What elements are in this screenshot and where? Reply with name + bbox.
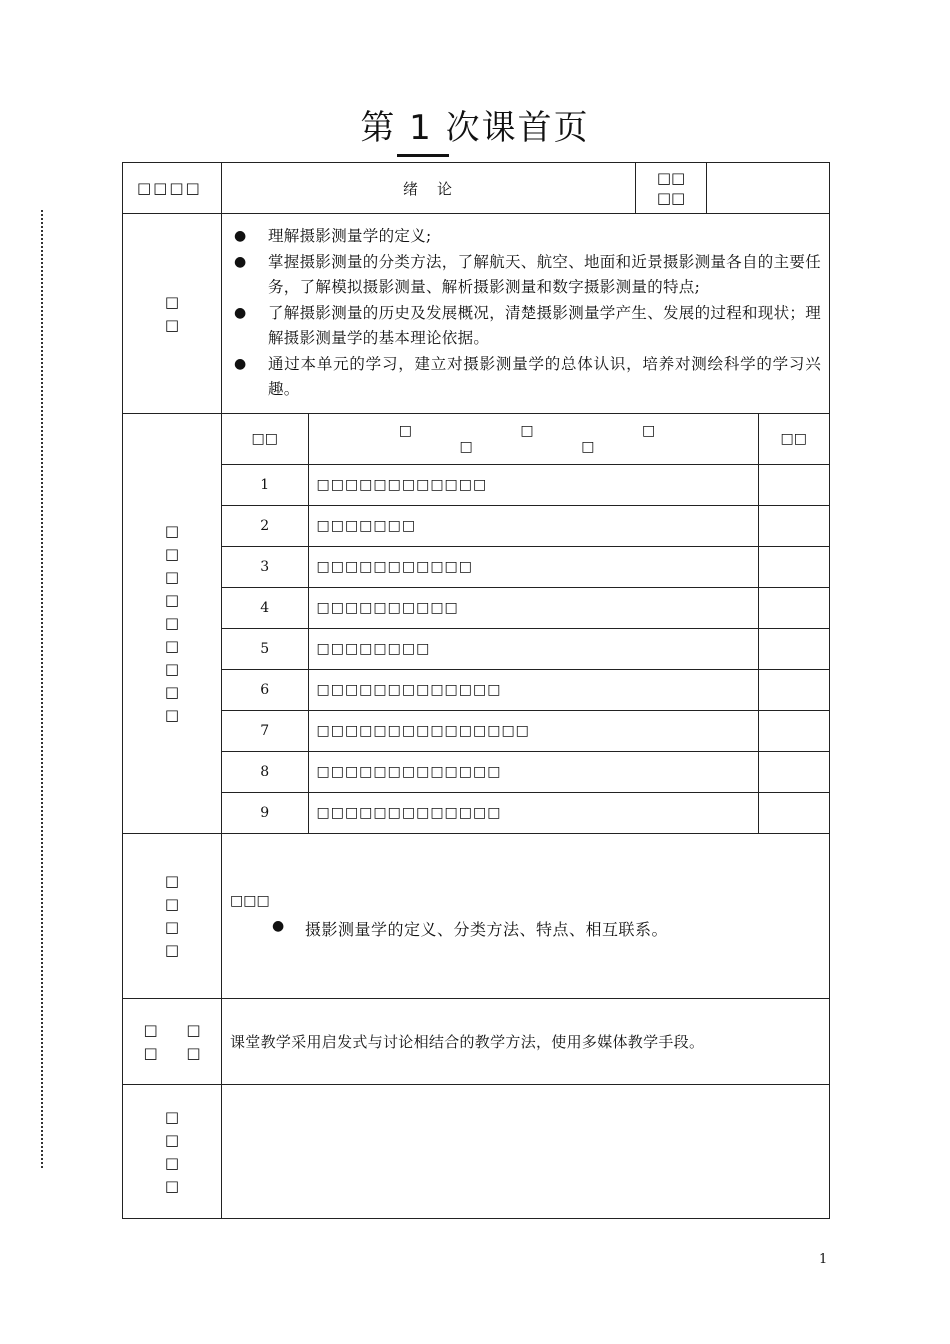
row-remark bbox=[758, 670, 829, 711]
row-remark bbox=[758, 752, 829, 793]
content-label-char: □ bbox=[164, 522, 180, 540]
content-table-row bbox=[222, 465, 829, 506]
objectives-cell bbox=[222, 214, 830, 414]
last-section-label-char: □ bbox=[164, 1153, 180, 1172]
row-remark bbox=[758, 711, 829, 752]
method-label-line-2: □ □ bbox=[143, 1043, 213, 1062]
content-table-row bbox=[222, 793, 829, 834]
key-points-label-char: □ bbox=[164, 872, 180, 890]
row-text: □□□□□□□□□□□□□ bbox=[308, 793, 758, 834]
small-label-2: □□ bbox=[656, 189, 686, 207]
objectives-label-char: □ bbox=[164, 315, 180, 334]
header-row bbox=[123, 163, 830, 214]
row-text: □□□□□□□□□□□□□ bbox=[308, 752, 758, 793]
row-remark bbox=[758, 629, 829, 670]
key-points-row bbox=[123, 834, 830, 999]
header-index: □□ bbox=[222, 414, 308, 465]
key-points-label bbox=[123, 834, 222, 999]
row-text: □□□□□□□□□□□□ bbox=[308, 465, 758, 506]
header-value bbox=[707, 163, 830, 214]
row-remark bbox=[758, 588, 829, 629]
header-label: □□□□ bbox=[123, 163, 222, 214]
objectives-row bbox=[123, 214, 830, 414]
page-number: 1 bbox=[819, 1252, 828, 1267]
last-section-label-char: □ bbox=[164, 1107, 180, 1126]
small-label-cell bbox=[636, 163, 707, 214]
row-text: □□□□□□□□□□ bbox=[308, 588, 758, 629]
row-index: 2 bbox=[222, 506, 308, 547]
key-point-item: ● 摄影测量学的定义、分类方法、特点、相互联系。 bbox=[230, 917, 821, 940]
content-table-row bbox=[222, 588, 829, 629]
row-remark bbox=[758, 793, 829, 834]
row-remark bbox=[758, 506, 829, 547]
objective-item: ● 通过本单元的学习，建立对摄影测量学的总体认识，培养对测绘科学的学习兴趣。 bbox=[268, 352, 821, 403]
topic-cell: 绪 论 bbox=[222, 163, 636, 214]
page-title: 第 1 次课首页 bbox=[360, 108, 590, 148]
key-points-label-char: □ bbox=[164, 918, 180, 936]
row-remark bbox=[758, 465, 829, 506]
objectives-list bbox=[222, 220, 829, 407]
key-points-cell bbox=[222, 834, 830, 999]
binding-margin-line bbox=[41, 210, 43, 1168]
row-text: □□□□□□□ bbox=[308, 506, 758, 547]
last-section-label-char: □ bbox=[164, 1130, 180, 1149]
last-section-cell bbox=[222, 1085, 830, 1219]
content-label-char: □ bbox=[164, 545, 180, 563]
row-index: 5 bbox=[222, 629, 308, 670]
method-text: 课堂教学采用启发式与讨论相结合的教学方法，使用多媒体教学手段。 bbox=[222, 999, 830, 1085]
row-text: □□□□□□□□□□□□□ bbox=[308, 670, 758, 711]
row-text: □□□□□□□□□□□ bbox=[308, 547, 758, 588]
row-index: 3 bbox=[222, 547, 308, 588]
key-points-label-char: □ bbox=[164, 941, 180, 959]
content-label-char: □ bbox=[164, 706, 180, 724]
content-label-char: □ bbox=[164, 637, 180, 655]
key-points-label-char: □ bbox=[164, 895, 180, 913]
method-label bbox=[123, 999, 222, 1085]
row-remark bbox=[758, 547, 829, 588]
content-table-row bbox=[222, 547, 829, 588]
content-label-char: □ bbox=[164, 591, 180, 609]
row-text: □□□□□□□□□□□□□□□ bbox=[308, 711, 758, 752]
row-index: 4 bbox=[222, 588, 308, 629]
content-label bbox=[123, 414, 222, 834]
content-table-row bbox=[222, 752, 829, 793]
content-table-header bbox=[222, 414, 829, 465]
objectives-label bbox=[123, 214, 222, 414]
row-index: 8 bbox=[222, 752, 308, 793]
last-row bbox=[123, 1085, 830, 1219]
content-table-row bbox=[222, 670, 829, 711]
content-cell bbox=[222, 414, 830, 834]
method-label-line-1: □ □ bbox=[143, 1020, 213, 1039]
objective-item: ● 理解摄影测量学的定义; bbox=[268, 224, 821, 250]
row-index: 6 bbox=[222, 670, 308, 711]
last-section-label bbox=[123, 1085, 222, 1219]
key-points-sub-label: □□□ bbox=[230, 892, 270, 909]
small-label-1: □□ bbox=[656, 169, 686, 187]
row-index: 9 bbox=[222, 793, 308, 834]
objective-item: ● 掌握摄影测量的分类方法，了解航天、航空、地面和近景摄影测量各自的主要任务，了解模拟摄影测量、解析摄影测量和数字摄影测量的特点; bbox=[268, 250, 821, 301]
method-row bbox=[123, 999, 830, 1085]
content-label-char: □ bbox=[164, 683, 180, 701]
row-text: □□□□□□□□ bbox=[308, 629, 758, 670]
content-table-row bbox=[222, 629, 829, 670]
content-row bbox=[123, 414, 830, 834]
row-index: 7 bbox=[222, 711, 308, 752]
header-content: □ □ □ □ □ bbox=[308, 414, 758, 465]
content-label-char: □ bbox=[164, 614, 180, 632]
lesson-table bbox=[122, 162, 830, 1219]
title-underline bbox=[397, 154, 449, 157]
content-label-char: □ bbox=[164, 660, 180, 678]
objectives-label-char: □ bbox=[164, 292, 180, 311]
header-remark: □□ bbox=[758, 414, 829, 465]
content-table-row bbox=[222, 711, 829, 752]
row-index: 1 bbox=[222, 465, 308, 506]
content-table-row bbox=[222, 506, 829, 547]
objective-item: ● 了解摄影测量的历史及发展概况，清楚摄影测量学产生、发展的过程和现状；理解摄影测量学的基本理论依据。 bbox=[268, 301, 821, 352]
content-label-char: □ bbox=[164, 568, 180, 586]
last-section-label-char: □ bbox=[164, 1176, 180, 1195]
content-table bbox=[222, 414, 829, 833]
